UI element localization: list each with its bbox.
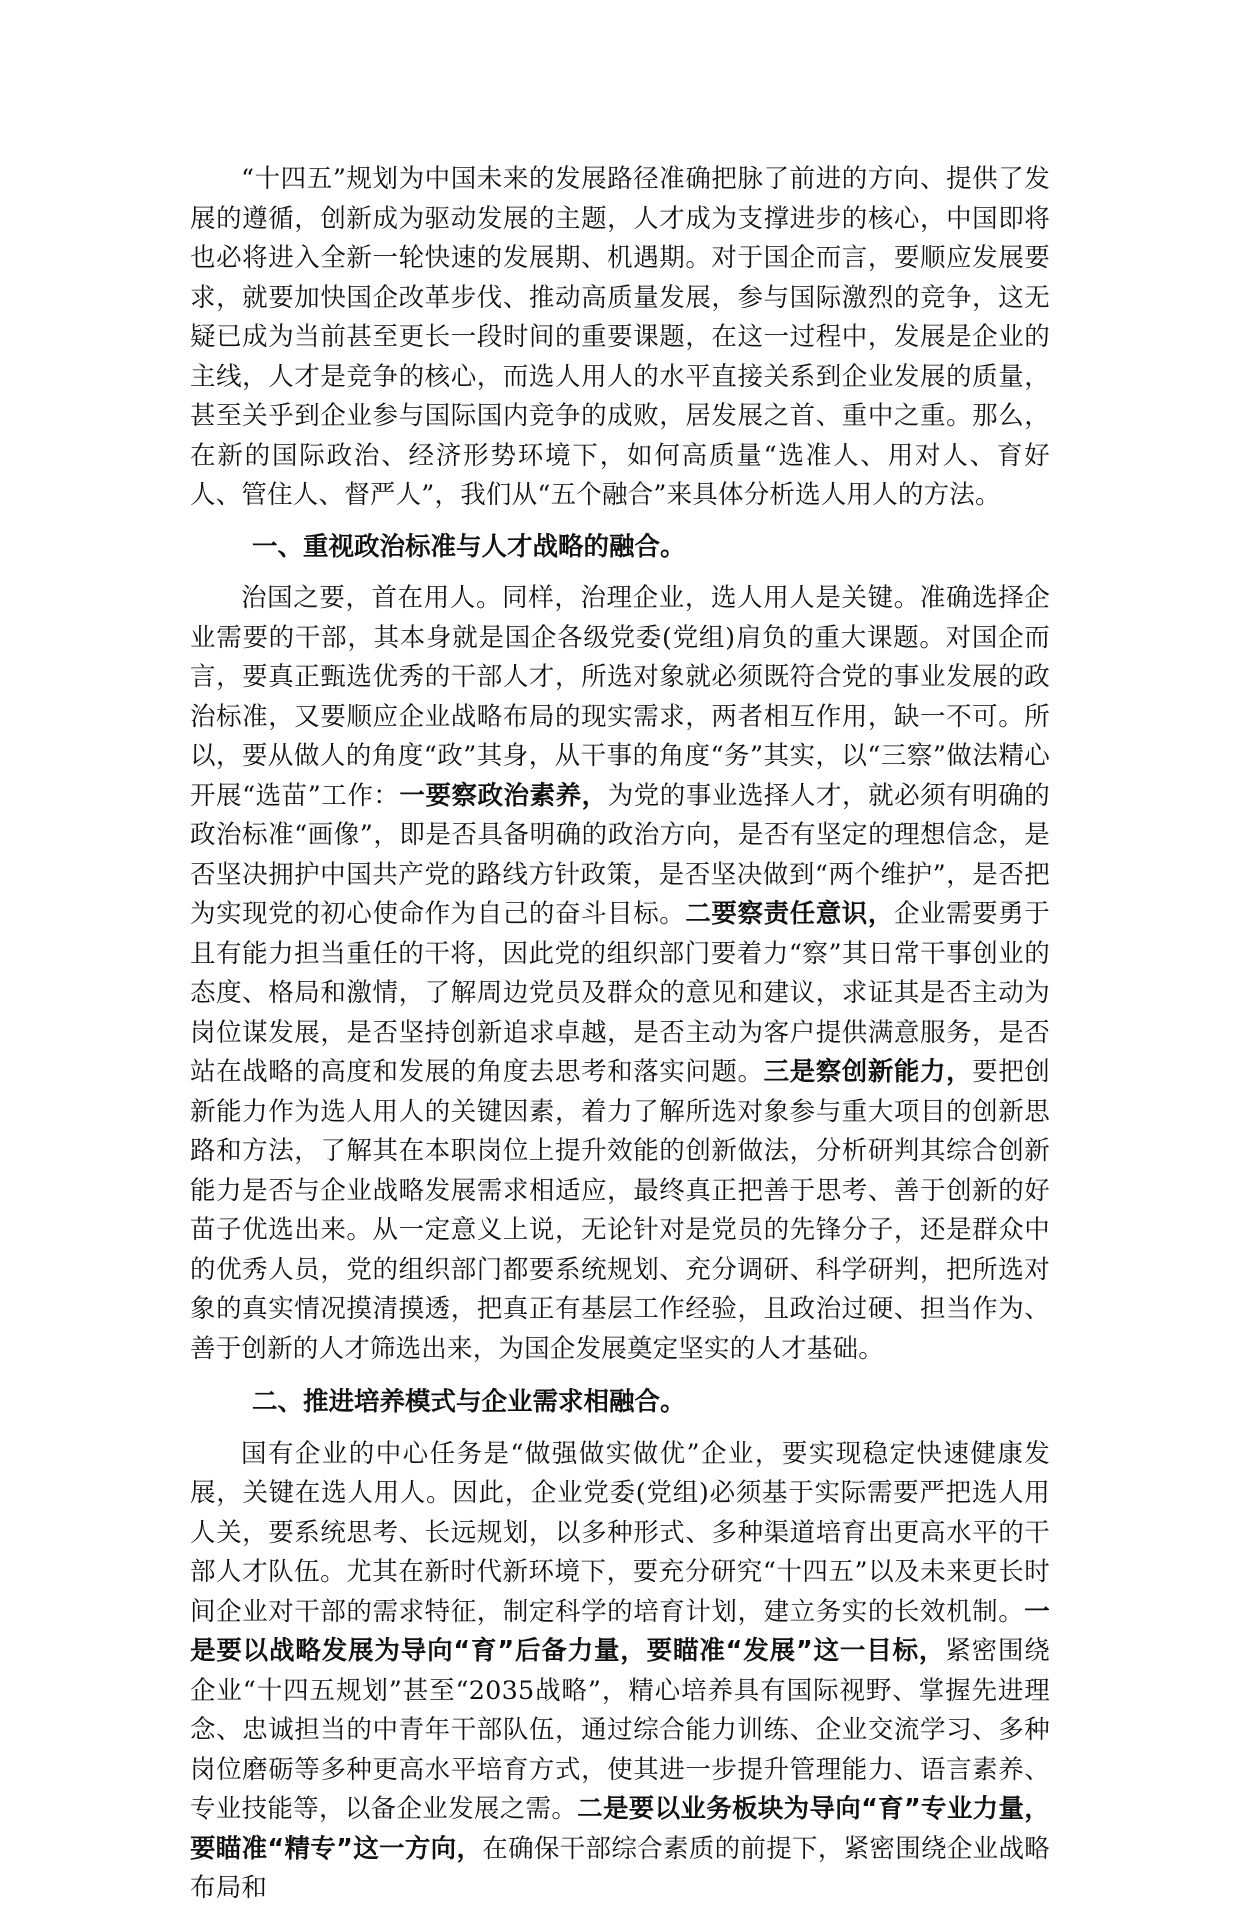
section-2-point-1: 一是要以战略发展为导向“育”后备力量，要瞄准“发展”这一目标， [190, 1596, 1050, 1666]
section-2-heading: 二、推进培养模式与企业需求相融合。 [252, 1387, 686, 1417]
section-2-point-2: 二是要以业务板块为导向“育”专业力量，要瞄准“精专”这一方向， [190, 1794, 1050, 1864]
section-2-text-2: 紧密围绕企业“十四五规划”甚至“2035战略”，精心培养具有国际视野、掌握先进理念、忠诚担当的中青年干部队伍，通过综合能力训练、企业交流学习、多种岗位磨砺等多种更高水平培育方式，使其进一步提升管理能力、语言素养、专业技能等，以备企业发展之需。 [190, 1636, 1050, 1824]
intro-paragraph: “十四五”规划为中国未来的发展路径准确把脉了前进的方向、提供了发展的遵循，创新成为驱动发展的主题，人才成为支撑进步的核心，中国即将也必将进入全新一轮快速的发展期、机遇期。对于国企而言，要顺应发展要求，就要加快国企改革步伐、推动高质量发展，参与国际激烈的竞争，这无疑已成为当前甚至更长一段时间的重要课题，在这一过程中，发展是企业的主线，人才是竞争的核心，而选人用人的水平直接关系到企业发展的质量，甚至关乎到企业参与国际国内竞争的成败，居发展之首、重中之重。那么，在新的国际政治、经济形势环境下，如何高质量“选准人、用对人、育好人、管住人、督严人”，我们从“五个融合”来具体分析选人用人的方法。 [190, 164, 1050, 510]
section-2-paragraph [190, 1435, 1050, 1909]
section-1-paragraph [190, 579, 1050, 1369]
section-1-heading: 一、重视政治标准与人才战略的融合。 [252, 531, 686, 562]
section-1-text-2: 为党的事业选择人才，就必须有明确的政治标准“画像”，即是否具备明确的政治方向，是否有坚定的理想信念，是否坚决拥护中国共产党的路线方针政策，是否坚决做到“两个维护”，是否把为实现党的初心使命作为自己的奋斗目标。 [190, 780, 1050, 929]
section-1-point-1: 一要察政治素养， [399, 780, 608, 811]
document-page [190, 160, 1050, 1909]
section-1-text-3: 企业需要勇于且有能力担当重任的干将，因此党的组织部门要着力“察”其日常干事创业的态度、格局和激情，了解周边党员及群众的意见和建议，求证其是否主动为岗位谋发展，是否坚持创新追求卓越，是否主动为客户提供满意服务，是否站在战略的高度和发展的角度去思考和落实问题。 [190, 899, 1050, 1087]
section-1-point-2: 二要察责任意识， [685, 899, 894, 929]
section-1-text-1: 治国之要，首在用人。同样，治理企业，选人用人是关键。准确选择企业需要的干部，其本身就是国企各级党委(党组)肩负的重大课题。对国企而言，要真正甄选优秀的干部人才，所选对象就必须既符合党的事业发展的政治标准，又要顺应企业战略布局的现实需求，两者相互作用，缺一不可。所以，要从做人的角度“政”其身，从干事的角度“务”其实，以“三察”做法精心开展“选苗”工作： [190, 583, 1050, 811]
section-1-text-4: 要把创新能力作为选人用人的关键因素，着力了解所选对象参与重大项目的创新思路和方法，了解其在本职岗位上提升效能的创新做法，分析研判其综合创新能力是否与企业战略发展需求相适应，最终真正把善于思考、善于创新的好苗子优选出来。从一定意义上说，无论针对是党员的先锋分子，还是群众中的优秀人员，党的组织部门都要系统规划、充分调研、科学研判，把所选对象的真实情况摸清摸透，把真正有基层工作经验，且政治过硬、担当作为、善于创新的人才筛选出来，为国企发展奠定坚实的人才基础。 [190, 1057, 1050, 1364]
section-2-text-1: 国有企业的中心任务是“做强做实做优”企业，要实现稳定快速健康发展，关键在选人用人。因此，企业党委(党组)必须基于实际需要严把选人用人关，要系统思考、长远规划，以多种形式、多种渠道培育出更高水平的干部人才队伍。尤其在新时代新环境下，要充分研究“十四五”以及未来更长时间企业对干部的需求特征，制定科学的培育计划，建立务实的长效机制。 [190, 1438, 1050, 1627]
section-1-point-3: 三是察创新能力， [763, 1057, 973, 1087]
section-2-text-3: 在确保干部综合素质的前提下，紧密围绕企业战略布局和 [190, 1833, 1051, 1903]
